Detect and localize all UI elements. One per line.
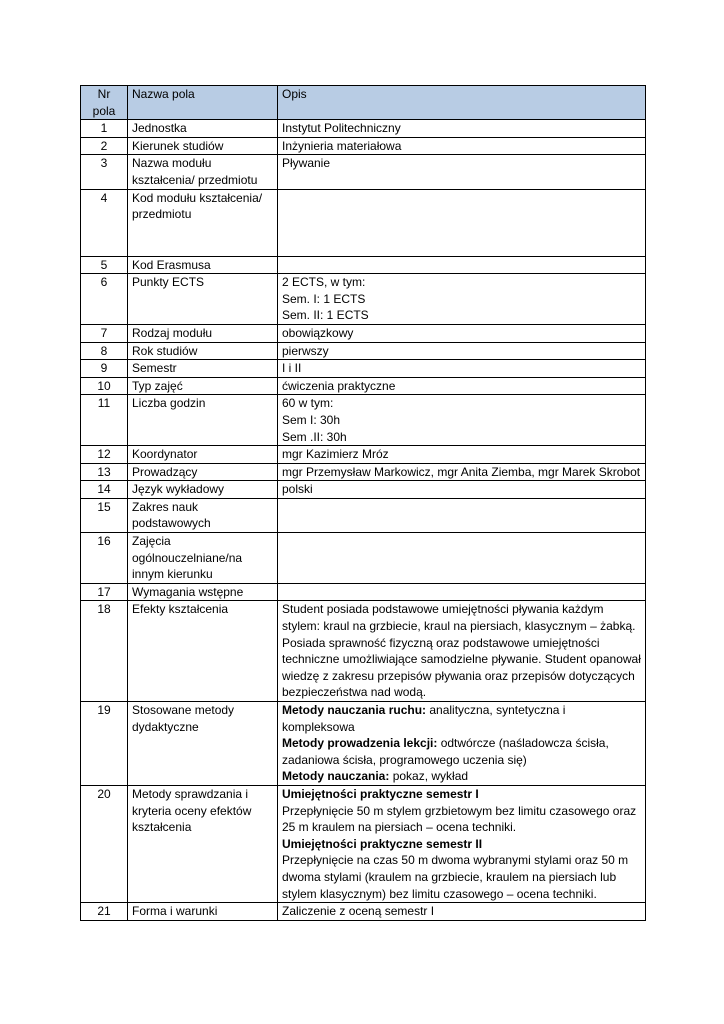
table-row: [81, 463, 646, 481]
field-nr: 5: [81, 256, 128, 274]
field-nr: 4: [81, 189, 128, 256]
field-nr: 6: [81, 274, 128, 325]
field-desc: mgr Przemysław Markowicz, mgr Anita Ziemba, mgr Marek Skrobot: [278, 463, 646, 481]
header-nr: Nr pola: [81, 86, 128, 120]
field-nr: 11: [81, 395, 128, 446]
methods-paragraph: [282, 768, 641, 785]
field-nr: 17: [81, 583, 128, 601]
field-nr: 9: [81, 360, 128, 378]
methods-label: Metody nauczania ruchu:: [282, 703, 427, 717]
field-nr: 16: [81, 533, 128, 584]
field-name: Kod modułu kształcenia/ przedmiotu: [128, 189, 278, 256]
field-desc: [278, 533, 646, 584]
methods-paragraph: [282, 702, 641, 735]
field-desc: I i II: [278, 360, 646, 378]
table-row: [81, 189, 646, 256]
field-name: Wymagania wstępne: [128, 583, 278, 601]
field-nr: 21: [81, 903, 128, 921]
table-row: [81, 342, 646, 360]
field-nr: 19: [81, 702, 128, 786]
field-nr: 8: [81, 342, 128, 360]
field-name: Prowadzący: [128, 463, 278, 481]
criteria-text: Przepłynięcie 50 m stylem grzbietowym bez limitu czasowego oraz 25 m kraulem na piersiach – ocena techniki.: [282, 803, 637, 835]
desc-line: 60 w tym:: [282, 396, 334, 411]
field-name: Efekty kształcenia: [128, 601, 278, 702]
table-row: [81, 498, 646, 532]
table-row: [81, 120, 646, 138]
field-name: Forma i warunki: [128, 903, 278, 921]
field-desc: mgr Kazimierz Mróz: [278, 446, 646, 464]
field-desc: Inżynieria materiałowa: [278, 137, 646, 155]
field-name: Metody sprawdzania i kryteria oceny efektów kształcenia: [128, 785, 278, 902]
header-desc: Opis: [278, 86, 646, 120]
table-row: [81, 533, 646, 584]
field-name: Liczba godzin: [128, 395, 278, 446]
field-name: Punkty ECTS: [128, 274, 278, 325]
criteria-heading: Umiejętności praktyczne semestr II: [282, 836, 483, 851]
table-row: [81, 702, 646, 786]
table-row: [81, 903, 646, 921]
field-desc: [278, 274, 646, 325]
field-nr: 3: [81, 155, 128, 189]
field-desc: [278, 256, 646, 274]
table-row: [81, 155, 646, 189]
field-nr: 20: [81, 785, 128, 902]
field-nr: 12: [81, 446, 128, 464]
table-row: [81, 583, 646, 601]
methods-label: Metody nauczania:: [282, 769, 390, 784]
field-nr: 2: [81, 137, 128, 155]
table-row: [81, 360, 646, 378]
desc-line: Sem. I: 1 ECTS: [282, 291, 366, 306]
desc-line: 2 ECTS, w tym:: [282, 275, 366, 290]
table-row: [81, 481, 646, 499]
field-name: Stosowane metody dydaktyczne: [128, 702, 278, 786]
module-description-table: [80, 85, 646, 921]
field-desc: [278, 583, 646, 601]
table-row: [81, 137, 646, 155]
criteria-heading: Umiejętności praktyczne semestr I: [282, 786, 479, 801]
field-name: Zajęcia ogólnouczelniane/na innym kierunku: [128, 533, 278, 584]
field-desc: polski: [278, 481, 646, 499]
table-row: [81, 395, 646, 446]
field-name: Kod Erasmusa: [128, 256, 278, 274]
field-nr: 7: [81, 324, 128, 342]
field-desc: [278, 498, 646, 532]
field-name: Semestr: [128, 360, 278, 378]
methods-paragraph: [282, 735, 641, 768]
field-nr: 1: [81, 120, 128, 138]
methods-label: Metody prowadzenia lekcji:: [282, 736, 438, 751]
header-name: Nazwa pola: [128, 86, 278, 120]
field-name: Język wykładowy: [128, 481, 278, 499]
field-name: Rok studiów: [128, 342, 278, 360]
field-name: Zakres nauk podstawowych: [128, 498, 278, 532]
field-name: Rodzaj modułu: [128, 324, 278, 342]
table-row: [81, 324, 646, 342]
field-desc: [278, 702, 646, 786]
field-name: Jednostka: [128, 120, 278, 138]
table-row: [81, 256, 646, 274]
desc-line: Sem I: 30h: [282, 412, 341, 427]
table-row: [81, 446, 646, 464]
table-row: [81, 785, 646, 902]
field-nr: 14: [81, 481, 128, 499]
field-desc: Student posiada podstawowe umiejętności pływania każdym stylem: kraul na grzbiecie, kraul na piersiach, klasycznym – żabką. Posiada sprawność fizyczną oraz podstawowe umiejętności techniczne umożliwiające samodzielne pływanie. Student opanował wiedzę z zakresu przepisów pływania oraz przepisów dotyczących bezpieczeństwa nad wodą.: [278, 601, 646, 702]
criteria-text: Przepłynięcie na czas 50 m dwoma wybranymi stylami oraz 50 m dwoma stylami (kraulem na grzbiecie, kraulem na piersiach lub stylem klasycznym) bez limitu czasowego – ocena techniki.: [282, 853, 629, 901]
field-nr: 13: [81, 463, 128, 481]
table-row: [81, 377, 646, 395]
field-desc: pierwszy: [278, 342, 646, 360]
field-name: Kierunek studiów: [128, 137, 278, 155]
field-desc: [278, 395, 646, 446]
field-name: Koordynator: [128, 446, 278, 464]
field-nr: 18: [81, 601, 128, 702]
methods-text: odtwórcze (naśladowcza ścisła, zadaniowa ścisła, programowego uczenia się): [282, 736, 609, 767]
table-header-row: [81, 86, 646, 120]
table-row: [81, 601, 646, 702]
desc-line: Sem. II: 1 ECTS: [282, 308, 369, 323]
methods-text: analityczna, syntetyczna i kompleksowa: [282, 703, 566, 734]
field-desc: Zaliczenie z oceną semestr I: [278, 903, 646, 921]
field-name: Nazwa modułu kształcenia/ przedmiotu: [128, 155, 278, 189]
field-desc: Pływanie: [278, 155, 646, 189]
desc-line: Sem .II: 30h: [282, 429, 347, 444]
table-row: [81, 274, 646, 325]
field-nr: 10: [81, 377, 128, 395]
field-desc: Instytut Politechniczny: [278, 120, 646, 138]
field-nr: 15: [81, 498, 128, 532]
field-desc: [278, 189, 646, 256]
field-desc: obowiązkowy: [278, 324, 646, 342]
field-desc: ćwiczenia praktyczne: [278, 377, 646, 395]
field-name: Typ zajęć: [128, 377, 278, 395]
methods-text: pokaz, wykład: [389, 769, 469, 784]
field-desc: [278, 785, 646, 902]
